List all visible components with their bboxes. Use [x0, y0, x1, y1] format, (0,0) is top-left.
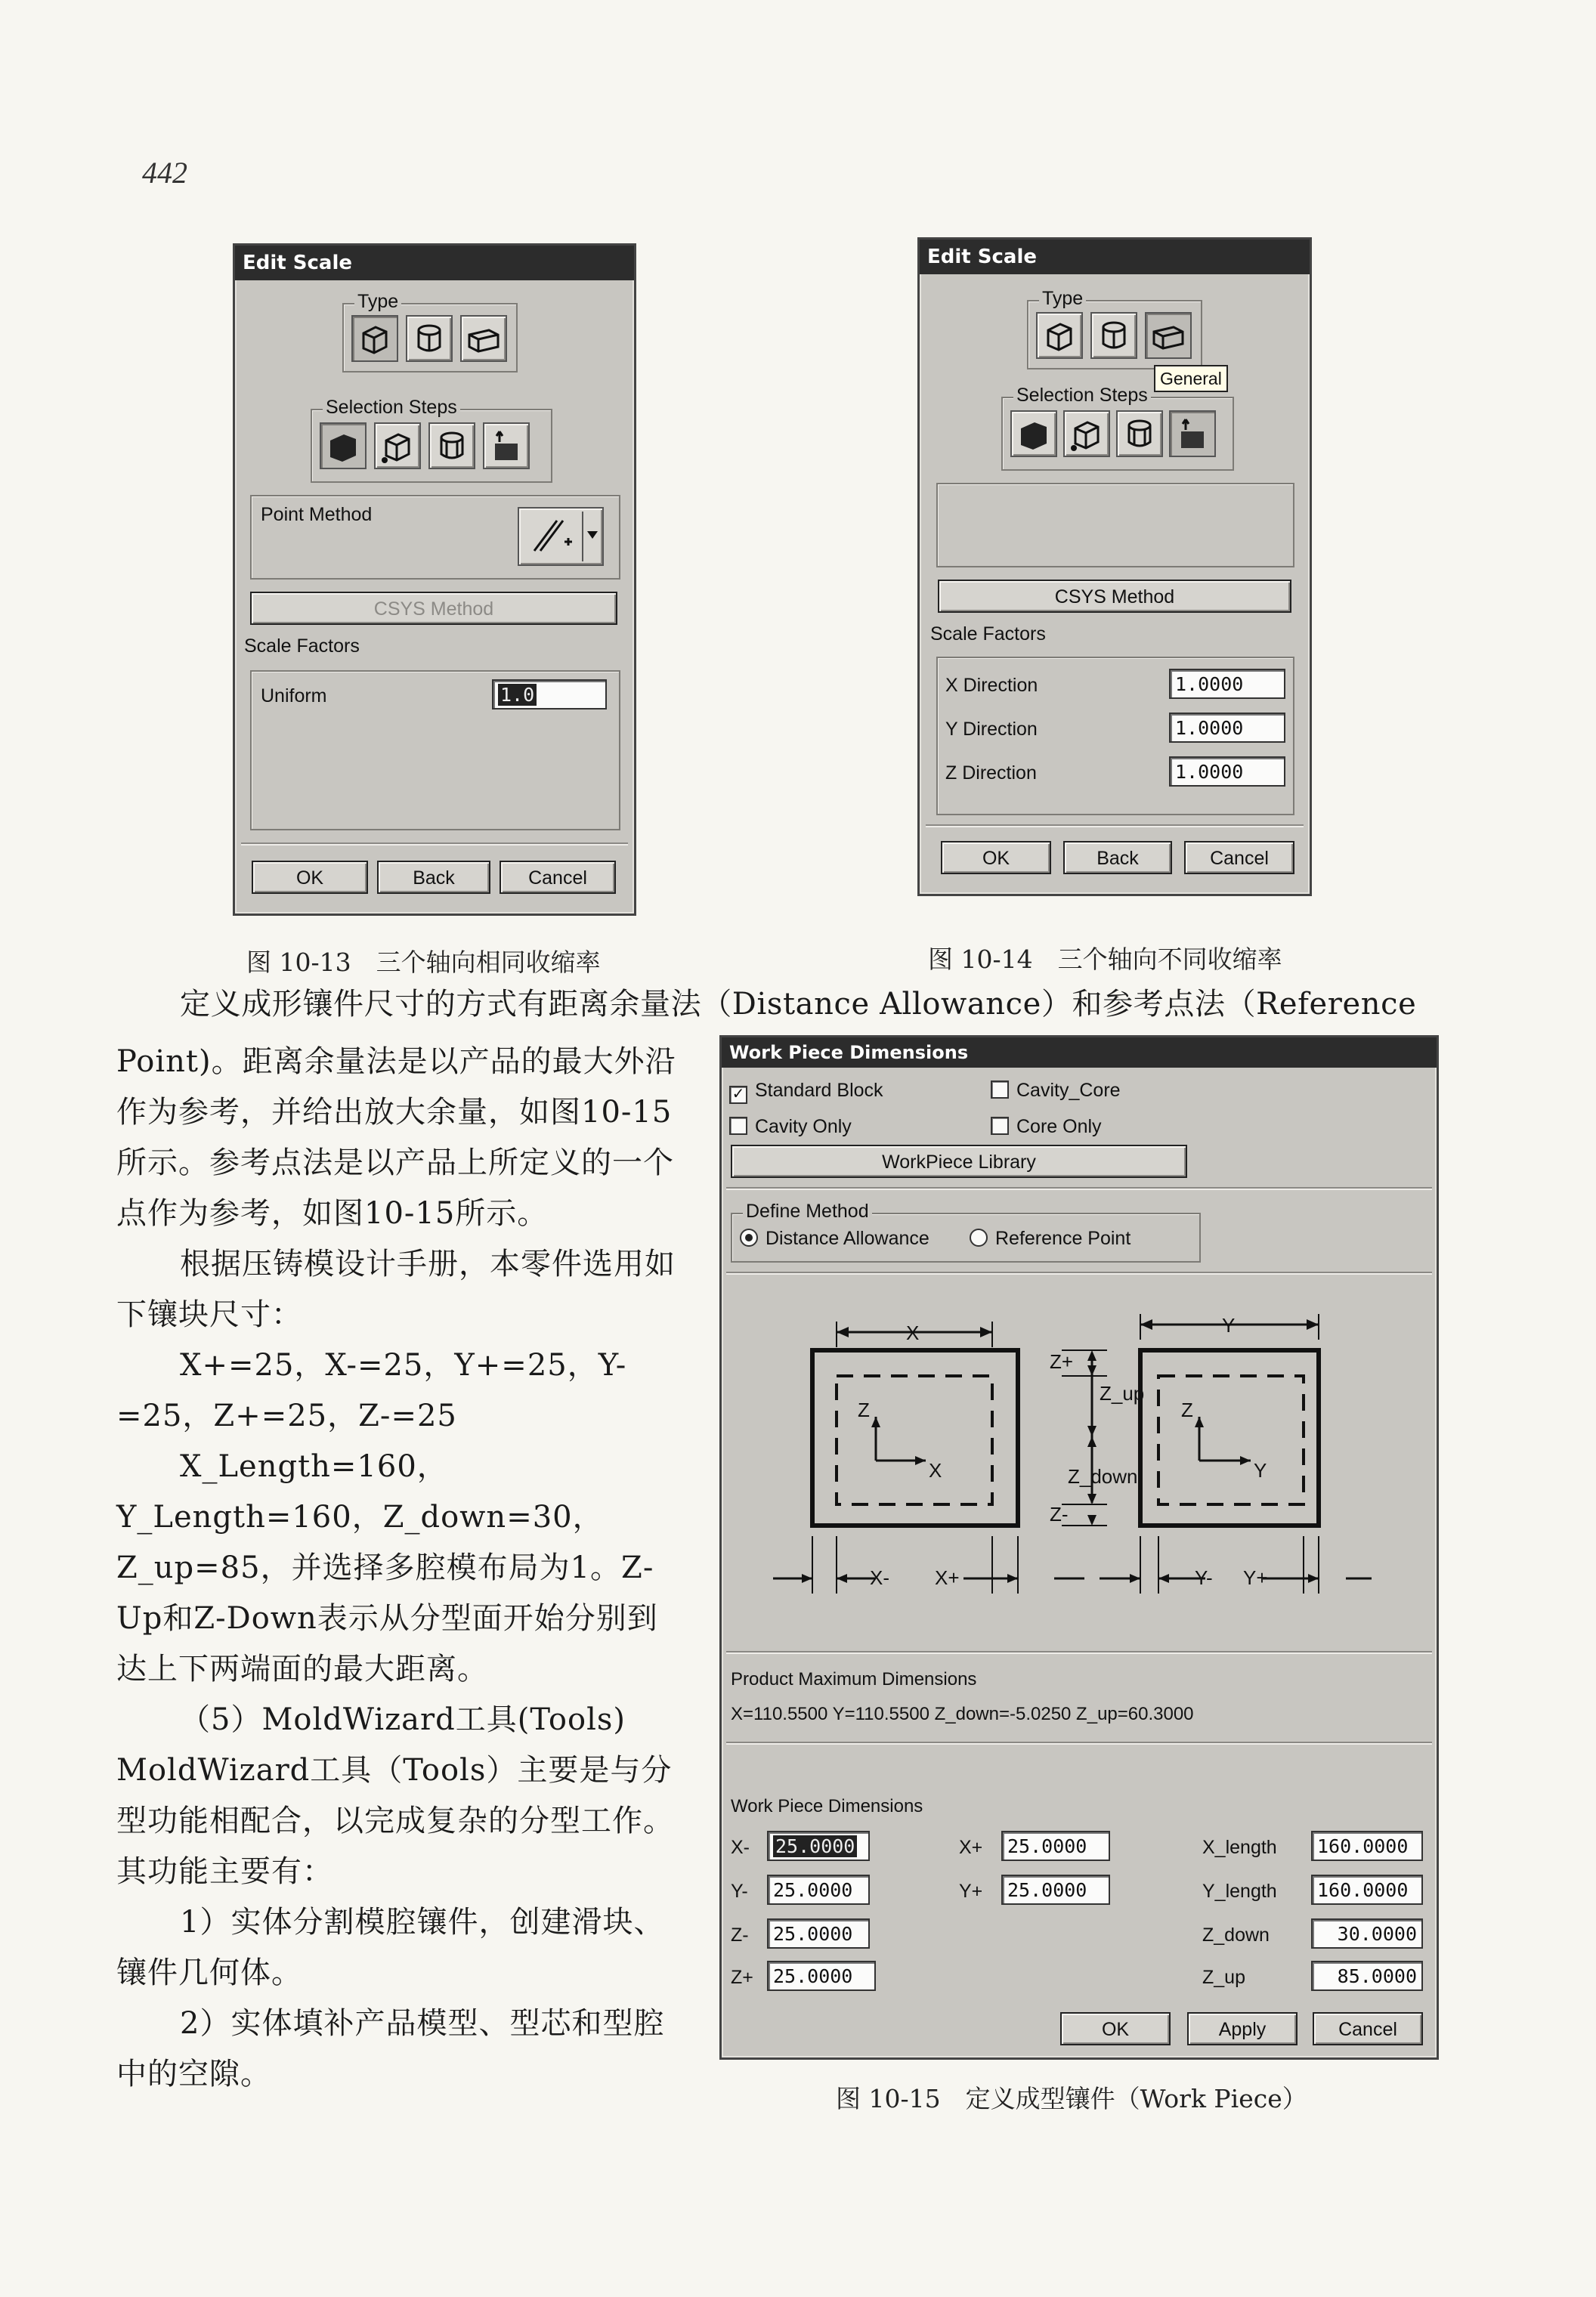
back-button[interactable]: Back — [1063, 841, 1172, 874]
figure-10-14-caption: 图 10-14 三个轴向不同收缩率 — [928, 944, 1282, 974]
z-down-label: Z_down — [1202, 1924, 1270, 1946]
y-minus-input[interactable]: 25.0000 — [767, 1875, 870, 1905]
cavity-core-label: Cavity_Core — [1016, 1080, 1121, 1101]
distance-allowance-radio[interactable] — [740, 1228, 929, 1250]
z-minus-label: Z- — [731, 1924, 749, 1946]
diagram-label-y-right: Y — [1254, 1459, 1267, 1482]
define-method-group — [731, 1201, 1201, 1263]
scale-factors-label: Scale Factors — [930, 623, 1046, 645]
type-group-label: Type — [354, 291, 401, 313]
diagram-label-x-minus: X- — [870, 1566, 889, 1589]
general-type-button[interactable] — [1145, 312, 1192, 359]
radio-selected-icon — [740, 1229, 758, 1247]
type-group-label: Type — [1039, 288, 1086, 310]
standard-block-label: Standard Block — [755, 1080, 883, 1101]
z-down-input[interactable]: 30.0000 — [1311, 1918, 1423, 1949]
divider — [926, 824, 1304, 827]
csys-method-button[interactable]: CSYS Method — [250, 592, 617, 625]
cancel-button[interactable]: Cancel — [500, 861, 616, 894]
divider — [726, 1651, 1432, 1654]
uniform-type-button[interactable] — [351, 315, 398, 362]
z-minus-input[interactable]: 25.0000 — [767, 1918, 870, 1949]
box-icon — [1146, 314, 1190, 357]
paragraph-tools: （5）MoldWizard工具(Tools) MoldWizard工具（Tools）主要是与分型功能相配合，以完成复杂的分型工作。其功能主要有： — [116, 1702, 674, 1889]
divider — [726, 1272, 1432, 1275]
edit-scale-dialog-uniform — [233, 243, 636, 916]
scale-factors-label: Scale Factors — [244, 635, 360, 657]
scale-factors-group — [250, 670, 620, 830]
diagram-label-y-top: Y — [1222, 1314, 1236, 1337]
z-up-input[interactable]: 85.0000 — [1311, 1961, 1423, 1991]
divider — [726, 1187, 1432, 1190]
point-method-label: Point Method — [261, 504, 373, 525]
box-icon — [462, 317, 506, 360]
y-minus-label: Y- — [731, 1881, 748, 1902]
paragraph-dimensions-2: X_Length=160，Y_Length=160，Z_down=30，Z_up=85，并选择多腔模布局为1。Z-Up和Z-Down表示从分型面开始分别到达上下两端面的最大距离。 — [116, 1449, 658, 1686]
x-minus-value: 25.0000 — [773, 1835, 857, 1857]
cavity-only-checkbox[interactable] — [729, 1116, 852, 1138]
diagram-label-z-left: Z — [858, 1399, 870, 1421]
core-only-checkbox[interactable] — [991, 1116, 1102, 1138]
cavity-only-label: Cavity Only — [755, 1116, 852, 1137]
edit-scale-dialog-general — [917, 237, 1312, 896]
checkbox-icon — [991, 1080, 1009, 1099]
csys-method-button[interactable]: CSYS Method — [938, 580, 1291, 613]
body-left-column — [116, 1037, 682, 2100]
cube-icon — [1038, 314, 1081, 357]
top-view-product — [837, 1376, 992, 1504]
uniform-scale-value: 1.0 — [498, 684, 537, 706]
point-constructor-icon — [519, 509, 602, 564]
divider — [241, 842, 628, 846]
diagram-label-z-plus: Z+ — [1050, 1350, 1074, 1373]
reference-point-label: Reference Point — [995, 1228, 1131, 1249]
x-minus-input[interactable] — [767, 1831, 870, 1861]
select-csys-button[interactable] — [483, 422, 530, 469]
select-body-button[interactable] — [1010, 410, 1057, 457]
x-direction-input[interactable]: 1.0000 — [1169, 669, 1285, 699]
uniform-type-button[interactable] — [1036, 312, 1083, 359]
select-csys-button[interactable] — [1169, 410, 1216, 457]
back-button[interactable]: Back — [377, 861, 490, 894]
general-tooltip: General — [1154, 365, 1228, 392]
selection-steps-group — [311, 397, 552, 483]
radio-icon — [970, 1229, 988, 1247]
apply-button[interactable]: Apply — [1187, 2012, 1298, 2045]
z-direction-input[interactable]: 1.0000 — [1169, 756, 1285, 787]
reference-point-radio[interactable] — [970, 1228, 1130, 1250]
divider — [726, 1742, 1432, 1745]
ok-button[interactable]: OK — [252, 861, 368, 894]
selection-steps-group — [1001, 385, 1234, 471]
uniform-scale-input[interactable] — [492, 679, 607, 710]
cylinder-icon — [407, 317, 451, 360]
checkbox-icon — [729, 1117, 747, 1135]
select-axis-button[interactable] — [428, 422, 475, 469]
z-plus-label: Z+ — [731, 1967, 753, 1988]
ok-button[interactable]: OK — [1060, 2012, 1171, 2045]
cancel-button[interactable]: Cancel — [1313, 2012, 1423, 2045]
diagram-label-x-plus: X+ — [935, 1566, 960, 1589]
define-method-label: Define Method — [743, 1201, 872, 1223]
product-max-values: X=110.5500 Y=110.5500 Z_down=-5.0250 Z_up=60.3000 — [731, 1704, 1194, 1724]
ok-button[interactable]: OK — [941, 841, 1051, 874]
figure-10-15-caption: 图 10-15 定义成型镶件（Work Piece） — [836, 2084, 1307, 2113]
workpiece-library-button[interactable]: WorkPiece Library — [731, 1145, 1187, 1178]
paragraph-handbook: 根据压铸模设计手册，本零件选用如下镶块尺寸： — [116, 1247, 676, 1332]
x-length-label: X_length — [1202, 1837, 1277, 1858]
cube-point-icon — [376, 424, 419, 468]
x-minus-label: X- — [731, 1837, 750, 1858]
paragraph-point-method: Point)。距离余量法是以产品的最大外沿作为参考，并给出放大余量，如图10-15所示。参考点法是以产品上所定义的一个点作为参考，如图10-15所示。 — [116, 1044, 676, 1231]
dialog-title: Edit Scale — [920, 240, 1310, 274]
checkbox-checked-icon: ✓ — [729, 1086, 747, 1104]
side-view-product — [1158, 1376, 1304, 1504]
work-piece-dimensions-dialog — [719, 1035, 1439, 2060]
cylinder-icon — [1092, 314, 1136, 357]
dialog-title: Edit Scale — [235, 246, 634, 280]
select-point-button[interactable] — [374, 422, 421, 469]
selection-steps-label: Selection Steps — [323, 397, 460, 419]
scale-factors-group — [936, 657, 1294, 815]
cube-icon — [353, 317, 397, 360]
product-max-label: Product Maximum Dimensions — [731, 1669, 977, 1690]
cylindrical-type-button[interactable] — [1090, 312, 1137, 359]
x-direction-label: X Direction — [945, 675, 1038, 696]
x-plus-input[interactable]: 25.0000 — [1001, 1831, 1110, 1861]
cylinder-axis-icon — [1118, 412, 1161, 456]
point-method-group — [250, 495, 620, 580]
cube-point-icon — [1065, 412, 1109, 456]
diagram-label-z-up: Z_up — [1100, 1382, 1145, 1405]
point-method-dropdown[interactable] — [518, 507, 604, 566]
cylinder-axis-icon — [430, 424, 474, 468]
csys-icon — [1171, 412, 1214, 456]
diagram-label-z-down: Z_down — [1068, 1465, 1138, 1488]
diagram-label-y-plus: Y+ — [1243, 1566, 1268, 1589]
x-plus-label: X+ — [959, 1837, 983, 1858]
diagram-label-x-top: X — [906, 1322, 920, 1344]
type-group — [1027, 288, 1202, 369]
selection-steps-label: Selection Steps — [1013, 385, 1151, 407]
diagram-label-x-left: X — [929, 1459, 942, 1482]
solid-cube-icon — [321, 424, 365, 468]
distance-allowance-label: Distance Allowance — [766, 1228, 929, 1249]
z-plus-input[interactable]: 25.0000 — [767, 1961, 876, 1991]
uniform-label: Uniform — [261, 685, 327, 706]
y-direction-input[interactable]: 1.0000 — [1169, 713, 1285, 743]
csys-icon — [484, 424, 528, 468]
y-plus-label: Y+ — [959, 1881, 983, 1902]
diagram-label-y-minus: Y- — [1195, 1566, 1213, 1589]
type-group — [342, 291, 518, 373]
wp-dims-label: Work Piece Dimensions — [731, 1796, 923, 1816]
dialog-title: Work Piece Dimensions — [722, 1037, 1437, 1068]
paragraph-dimensions-1: X+=25，X-=25，Y+=25，Y-=25，Z+=25，Z-=25 — [116, 1348, 627, 1433]
diagram-label-z-right: Z — [1181, 1399, 1193, 1421]
solid-cube-icon — [1012, 412, 1056, 456]
figure-10-13-caption: 图 10-13 三个轴向相同收缩率 — [246, 948, 601, 977]
standard-block-checkbox[interactable] — [729, 1080, 883, 1104]
workpiece-dimension-diagram — [722, 1279, 1437, 1642]
core-only-label: Core Only — [1016, 1116, 1102, 1137]
select-point-button[interactable] — [1063, 410, 1110, 457]
y-plus-input[interactable]: 25.0000 — [1001, 1875, 1110, 1905]
page-number: 442 — [142, 156, 187, 190]
select-body-button[interactable] — [320, 422, 367, 469]
y-direction-label: Y Direction — [945, 719, 1038, 740]
x-length-input[interactable]: 160.0000 — [1311, 1831, 1423, 1861]
diagram-label-z-minus: Z- — [1050, 1503, 1069, 1526]
empty-method-group — [936, 483, 1294, 567]
body-line-1: 定义成形镶件尺寸的方式有距离余量法（Distance Allowance）和参考点法（Reference — [180, 987, 1417, 1022]
y-length-label: Y_length — [1202, 1881, 1277, 1902]
y-length-input[interactable]: 160.0000 — [1311, 1875, 1423, 1905]
cavity-core-checkbox[interactable] — [991, 1080, 1121, 1102]
paragraph-item-2: 2）实体填补产品模型、型芯和型腔中的空隙。 — [116, 2006, 665, 2091]
cancel-button[interactable]: Cancel — [1184, 841, 1294, 874]
select-axis-button[interactable] — [1116, 410, 1163, 457]
checkbox-icon — [991, 1117, 1009, 1135]
z-direction-label: Z Direction — [945, 762, 1037, 784]
z-up-label: Z_up — [1202, 1967, 1245, 1988]
paragraph-item-1: 1）实体分割模腔镶件，创建滑块、镶件几何体。 — [116, 1905, 665, 1990]
general-type-button[interactable] — [460, 315, 507, 362]
cylindrical-type-button[interactable] — [406, 315, 453, 362]
